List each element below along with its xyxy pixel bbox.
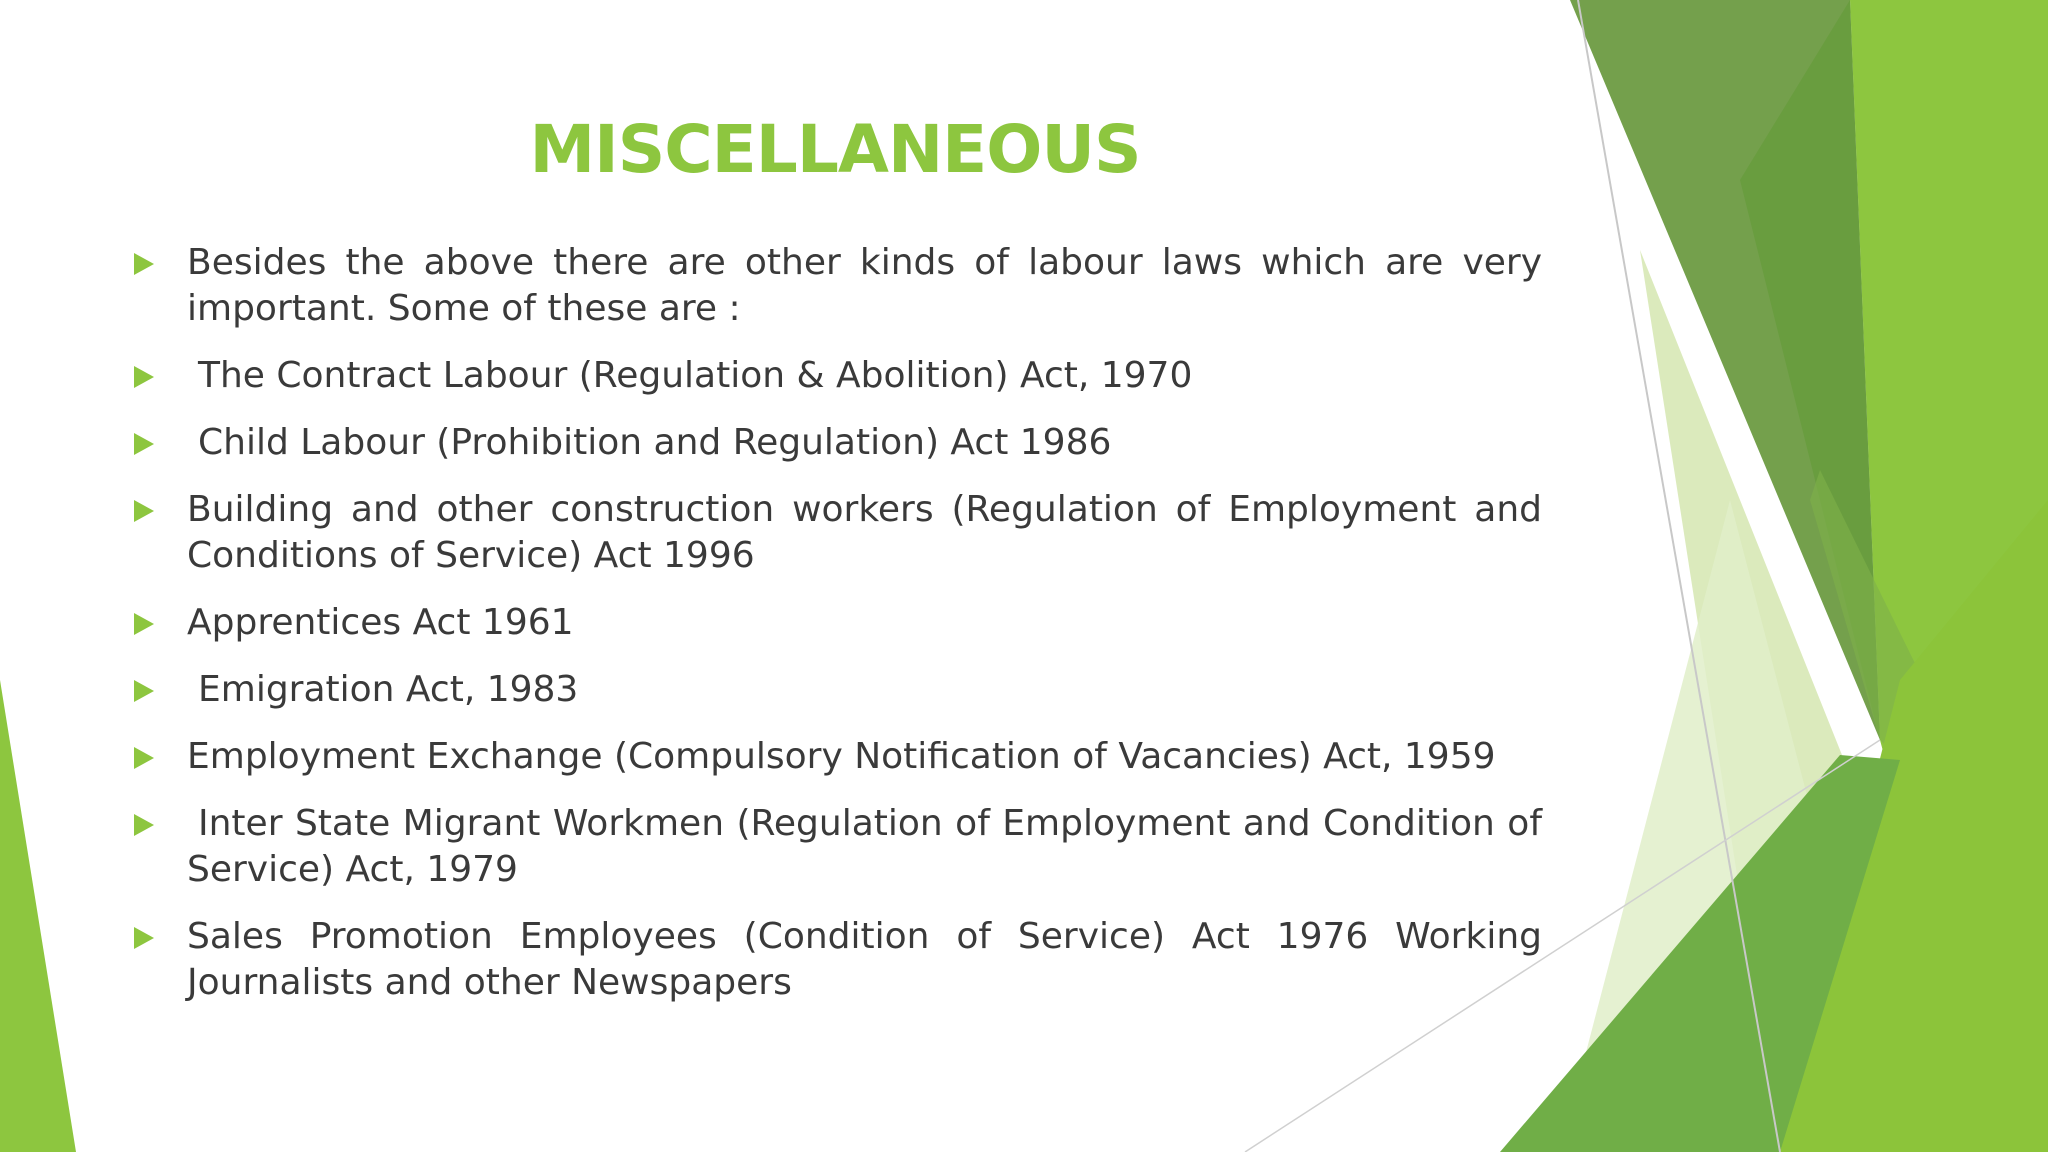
triangle-right-icon — [134, 433, 154, 455]
bullet-text: Apprentices Act 1961 — [187, 602, 574, 643]
bullet-item — [130, 734, 1542, 780]
bullet-text: The Contract Labour (Regulation & Abolition) Act, 1970 — [198, 355, 1193, 396]
triangle-right-icon — [134, 366, 154, 388]
bullet-text: Inter State Migrant Workmen (Regulation of Employment and Condition of Service) Act, 1979 — [187, 803, 1542, 890]
triangle-right-icon — [134, 927, 154, 949]
bullet-item — [130, 487, 1542, 579]
bullet-text: Besides the above there are other kinds of labour laws which are very important. Some of these are : — [187, 242, 1542, 329]
bullet-item — [130, 914, 1542, 1006]
triangle-right-icon — [134, 747, 154, 769]
bullet-item — [130, 667, 1542, 713]
bullet-item — [130, 420, 1542, 466]
bullet-item — [130, 353, 1542, 399]
bullet-item — [130, 801, 1542, 893]
bullet-item — [130, 240, 1542, 332]
triangle-right-icon — [134, 680, 154, 702]
bullet-text: Building and other construction workers (Regulation of Employment and Conditions of Service) Act 1996 — [187, 489, 1542, 576]
page-title: MISCELLANEOUS — [529, 111, 1141, 188]
triangle-right-icon — [134, 814, 154, 836]
triangle-right-icon — [134, 500, 154, 522]
bullet-text: Emigration Act, 1983 — [198, 669, 579, 710]
bullet-item — [130, 600, 1542, 646]
triangle-right-icon — [134, 253, 154, 275]
bullet-list — [130, 240, 1542, 1027]
bullet-text: Sales Promotion Employees (Condition of Service) Act 1976 Working Journalists and other Newspapers — [187, 916, 1542, 1003]
triangle-right-icon — [134, 613, 154, 635]
left-green-sliver — [0, 680, 76, 1152]
bullet-text: Child Labour (Prohibition and Regulation) Act 1986 — [198, 422, 1112, 463]
bullet-text: Employment Exchange (Compulsory Notification of Vacancies) Act, 1959 — [187, 736, 1496, 777]
